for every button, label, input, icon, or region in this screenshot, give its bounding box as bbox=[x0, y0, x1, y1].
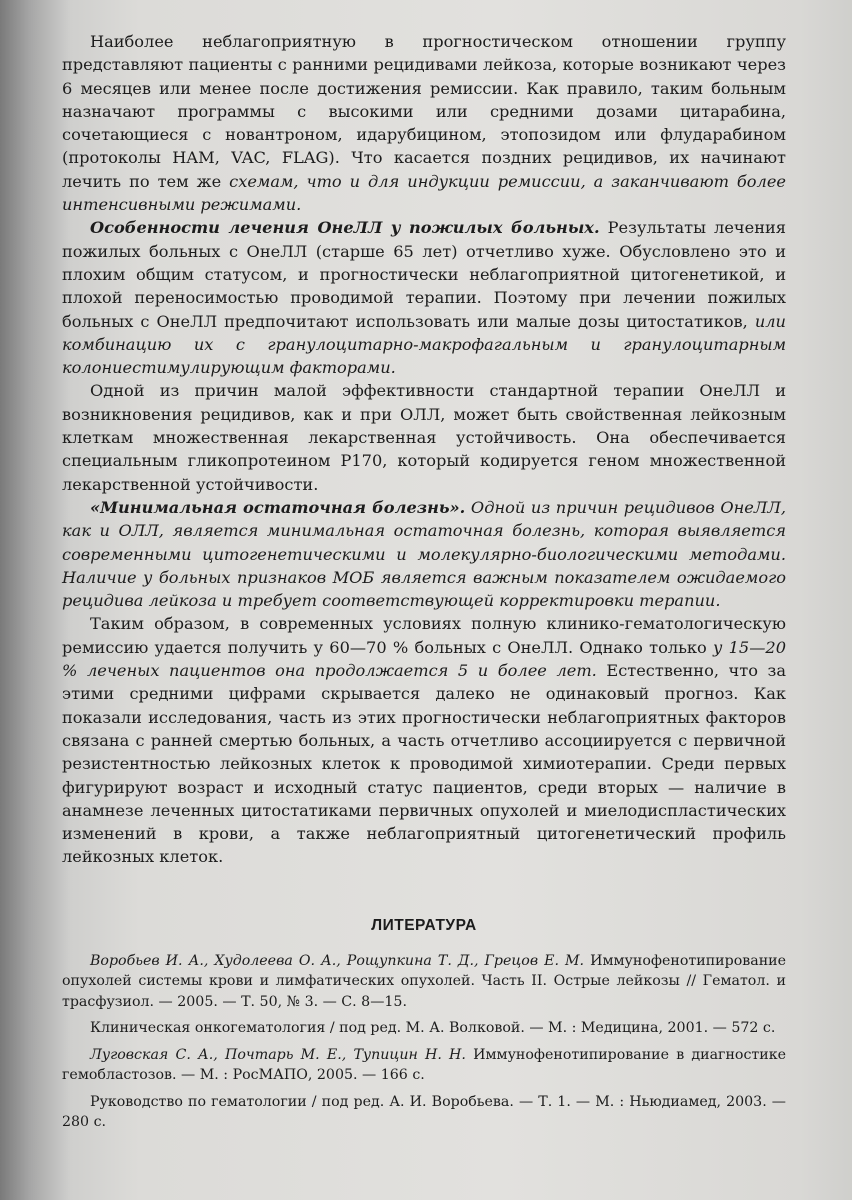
reference-text: Иммунофенотипирование в диагностике гемобластозов. — М. : РосМАПО, 2005. — 166 с. bbox=[62, 1046, 786, 1084]
reference-text: Иммунофенотипирование опухолей системы крови и лимфатических опухолей. Часть II. Острые лейкозы // Гематол. и трасфузиол. — 2005. — Т. 50, № 3. — С. 8—15. bbox=[62, 952, 786, 1010]
paragraph-text-continued: Естественно, что за этими средними цифрами скрывается далеко не одинаковый прогноз. Как показали исследования, часть из этих прогностически неблагоприятных факторов связана с ранней смертью больных, а часть отчетливо ассоциируется с первичной резистентностью лейкозных клеток к проводимой химиотерапии. Среди первых фигурируют возраст и исходный статус пациентов, среди вторых — наличие в анамнезе леченных цитостатиками первичных опухолей и миелодиспластических изменений в крови, а также неблагоприятный цитогенетический профиль лейкозных клеток. bbox=[62, 661, 787, 867]
reference-item bbox=[62, 951, 786, 1013]
paragraph-text: Результаты лечения пожилых больных с ОнеЛЛ (старше 65 лет) отчетливо хуже. Обусловлено это и плохим общим статусом, и прогностически неблагоприятной цитогенетикой, и плохой переносимостью проводимой терапии. Поэтому при лечении пожилых больных с ОнеЛЛ предпочитают использовать или малые дозы цитостатиков, bbox=[62, 218, 786, 331]
paragraph-drug-resistance bbox=[62, 379, 786, 495]
paragraph-mrd bbox=[62, 496, 786, 612]
paragraph-text: Одной из причин малой эффективности стандартной терапии ОнеЛЛ и возникновения рецидивов, как и при ОЛЛ, может быть свойственная лейкозным клеткам множественная лекарственная устойчивость. Она обеспечивается специальным гликопротеином P170, который кодируется геном множественной лекарственной устойчивости. bbox=[62, 381, 786, 494]
reference-text: Клиническая онкогематология / под ред. М. А. Волковой. — М. : Медицина, 2001. — 572 с. bbox=[90, 1020, 776, 1037]
reference-authors: Воробьев И. А., Худолеева О. А., Рощупкина Т. Д., Грецов Е. М. bbox=[90, 952, 585, 969]
paragraph-relapses bbox=[62, 30, 786, 216]
references-heading: ЛИТЕРАТУРА bbox=[371, 916, 477, 934]
paragraph-italic-text: у 15—20 % леченых пациентов она продолжается 5 и более лет. bbox=[62, 637, 786, 681]
reference-item bbox=[62, 1018, 786, 1039]
reference-item bbox=[62, 1045, 786, 1086]
paragraph-italic-text: схемам, что и для индукции ремиссии, а заканчивают более интенсивными режимами. bbox=[62, 171, 786, 215]
reference-item bbox=[62, 1092, 786, 1133]
paragraph-elderly bbox=[62, 216, 786, 379]
paragraph-italic-text: или комбинацию их с гранулоцитарно-макрофагальным и гранулоцитарным колониестимулирующим факторами. bbox=[62, 311, 786, 378]
paragraph-lead-heading: Особенности лечения ОнеЛЛ у пожилых больных. bbox=[90, 218, 600, 238]
paragraph-text: Таким образом, в современных условиях полную клинико-гематологическую ремиссию удается получить у 60—70 % больных с ОнеЛЛ. Однако только bbox=[62, 614, 786, 657]
body-text bbox=[62, 30, 786, 1139]
paragraph-text: Одной из причин рецидивов ОнеЛЛ, как и ОЛЛ, является минимальная остаточная болезнь, которая выявляется современными цитогенетическими и молекулярно-биологическими методами. Наличие у больных признаков МОБ является важным показателем ожидаемого рецидива лейкоза и требует соответствующей корректировки терапии. bbox=[62, 497, 786, 611]
paragraph-conclusion bbox=[62, 612, 786, 868]
paragraph-lead-heading: «Минимальная остаточная болезнь». bbox=[90, 497, 466, 517]
paragraph-text: Наиболее неблагоприятную в прогностическом отношении группу представляют пациенты с ранними рецидивами лейкоза, которые возникают через 6 месяцев или менее после достижения ремиссии. Как правило, таким больным назначают программы с высокими или средними дозами цитарабина, сочетающиеся с новантроном, идарубицином, этопозидом или флударабином (протоколы HAM, VAC, FLAG). Что касается поздних рецидивов, их начинают лечить по тем же bbox=[62, 32, 786, 191]
reference-authors: Луговская С. А., Почтарь М. Е., Тупицин Н. Н. bbox=[90, 1046, 466, 1063]
reference-text: Руководство по гематологии / под ред. А. И. Воробьева. — Т. 1. — М. : Ньюдиамед, 2003. — 280 с. bbox=[62, 1093, 786, 1131]
